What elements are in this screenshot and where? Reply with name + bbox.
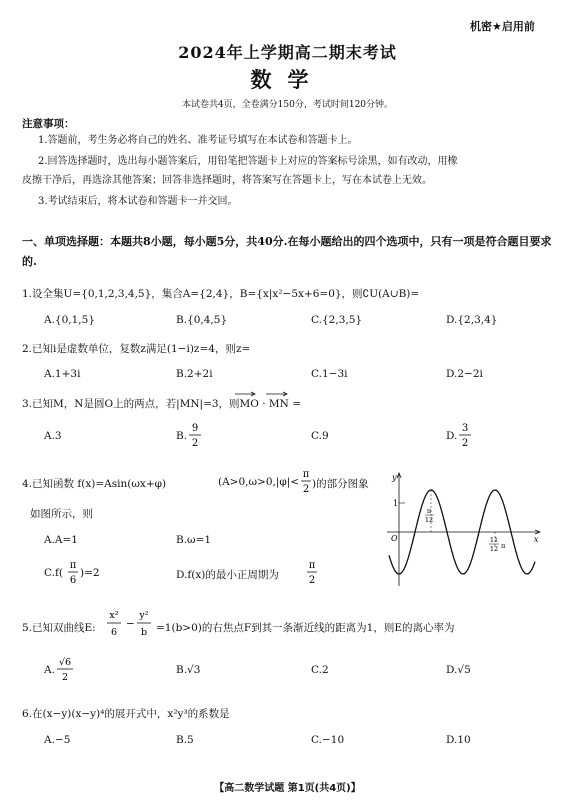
y-axis-label: y xyxy=(392,473,397,482)
notice-item: 1.答题前，考生务必将自己的姓名、准考证号填写在本试卷和答题卡上。 xyxy=(38,135,358,146)
fraction-num: 9 xyxy=(191,423,199,434)
option-b: B.{0,4,5} xyxy=(176,314,228,326)
option-a: A.1+3i xyxy=(44,368,81,380)
option-c: C.1−3i xyxy=(311,368,348,380)
tick-pi-12-den: 12 xyxy=(424,516,434,524)
option-c: C.{2,3,5} xyxy=(311,314,363,326)
option-a: A.3 xyxy=(44,430,62,442)
option-b: B.5 xyxy=(176,734,194,746)
y-tick-1: 1 xyxy=(393,499,399,508)
fraction-den: b xyxy=(140,627,148,638)
option-d: D.2−2i xyxy=(446,368,483,380)
tick-pi-12-num: π xyxy=(426,507,432,515)
option-b: B.ω=1 xyxy=(176,534,212,546)
option-c-tail: )=2 xyxy=(80,567,100,579)
exam-info: 本试卷共4页，全卷满分150分，考试时间120分钟。 xyxy=(181,100,394,110)
question-stem-end: =1(b>0)的右焦点F到其一条渐近线的距离为1，则E的离心率为 xyxy=(156,622,455,634)
fraction-den: 2 xyxy=(461,438,469,449)
svg-text:−: − xyxy=(126,618,135,630)
question-stem: 5.已知双曲线E: xyxy=(22,622,96,634)
option-d: D.{2,3,4} xyxy=(446,314,498,326)
fraction-num: π xyxy=(69,560,77,571)
fraction-den: 6 xyxy=(69,575,77,586)
option-c: C.2 xyxy=(311,664,329,676)
tick-11-12-pi: π xyxy=(501,542,506,550)
notice-heading: 注意事项： xyxy=(22,118,75,130)
question-stem: 1.设全集U={0,1,2,3,4,5}，集合A={2,4}，B={x|x²−5x+6=0}，则∁U(A∪B)= xyxy=(22,288,420,300)
option-d: D.√5 xyxy=(446,664,471,676)
fraction-9-2 xyxy=(188,420,202,450)
option-a: A.A=1 xyxy=(44,534,78,546)
option-c: C.−10 xyxy=(311,734,345,746)
hyperbola-equation xyxy=(106,606,154,640)
subject-title: 数学 xyxy=(250,67,325,92)
fraction-den: 2 xyxy=(302,484,310,495)
fraction-3-2 xyxy=(458,420,472,450)
fraction-num: √6 xyxy=(58,657,72,668)
fraction-pi-2 xyxy=(300,466,312,496)
exam-title: 2024年上学期高二期末考试 xyxy=(178,43,397,62)
fraction-den: 2 xyxy=(191,438,199,449)
option-c: C.f( xyxy=(44,567,63,579)
option-d: D.10 xyxy=(446,734,471,746)
option-a: A. xyxy=(44,664,55,676)
fraction-num: π xyxy=(302,469,310,480)
notice-item: 皮擦干净后，再选涂其他答案；回答非选择题时，将答案写在答题卡上，写在本试卷上无效。 xyxy=(22,175,432,186)
fraction-pi-2 xyxy=(306,557,318,587)
option-b: B.√3 xyxy=(176,664,201,676)
fraction-den: 2 xyxy=(308,575,316,586)
x-axis-label: x xyxy=(534,535,539,544)
fraction-den: 2 xyxy=(61,672,69,683)
option-a: A.−5 xyxy=(44,734,71,746)
section-heading: 一、单项选择题：本题共8小题，每小题5分，共40分.在每小题给出的四个选项中，只有一项是符合题目要求的. xyxy=(22,235,552,268)
fraction-num: y² xyxy=(139,610,149,621)
question-stem: 6.在(x−y)(x−y)⁴的展开式中，x²y³的系数是 xyxy=(22,708,230,720)
option-a: A.{0,1,5} xyxy=(44,314,95,326)
option-d: D.f(x)的最小正周期为 xyxy=(176,569,279,581)
question-stem: 2.已知i是虚数单位，复数z满足(1−i)z=4，则z= xyxy=(22,343,251,355)
tick-11-12-den: 12 xyxy=(489,545,499,553)
option-b: B.2+2i xyxy=(176,368,213,380)
notice-item: 2.回答选择题时，选出每小题答案后，用铅笔把答题卡上对应的答案标号涂黑，如有改动，用橡 xyxy=(38,156,458,167)
page-footer: 【高二数学试题 第1页(共4页)】 xyxy=(214,783,361,794)
question-stem: 4.已知函数 f(x)=Asin(ωx+φ) xyxy=(22,478,167,490)
fraction-den: 6 xyxy=(110,627,118,638)
fraction-num: 3 xyxy=(461,423,469,434)
question-stem-end: )的部分图象 xyxy=(312,478,369,490)
notice-item: 3.考试结束后，将本试卷和答题卡一并交回。 xyxy=(38,196,238,207)
question-stem: 3.已知M，N是圆O上的两点，若|MN|=3，则MO · MN = xyxy=(22,398,302,410)
option-c: C.9 xyxy=(311,430,329,442)
option-d: D. xyxy=(446,430,458,442)
tick-11-12-num: 11 xyxy=(489,536,499,544)
question-condition: (A>0,ω>0,|φ|< xyxy=(218,476,300,488)
origin-label: O xyxy=(391,534,398,543)
option-c-fraction xyxy=(68,557,104,587)
fraction-num: x² xyxy=(109,610,119,621)
question-stem: 如图所示，则 xyxy=(30,508,93,520)
fraction-sqrt6-2 xyxy=(56,654,74,684)
fraction-num: π xyxy=(308,560,316,571)
sine-graph xyxy=(385,468,545,590)
confidential-label: 机密★启用前 xyxy=(470,20,535,33)
option-b: B. xyxy=(176,430,188,442)
